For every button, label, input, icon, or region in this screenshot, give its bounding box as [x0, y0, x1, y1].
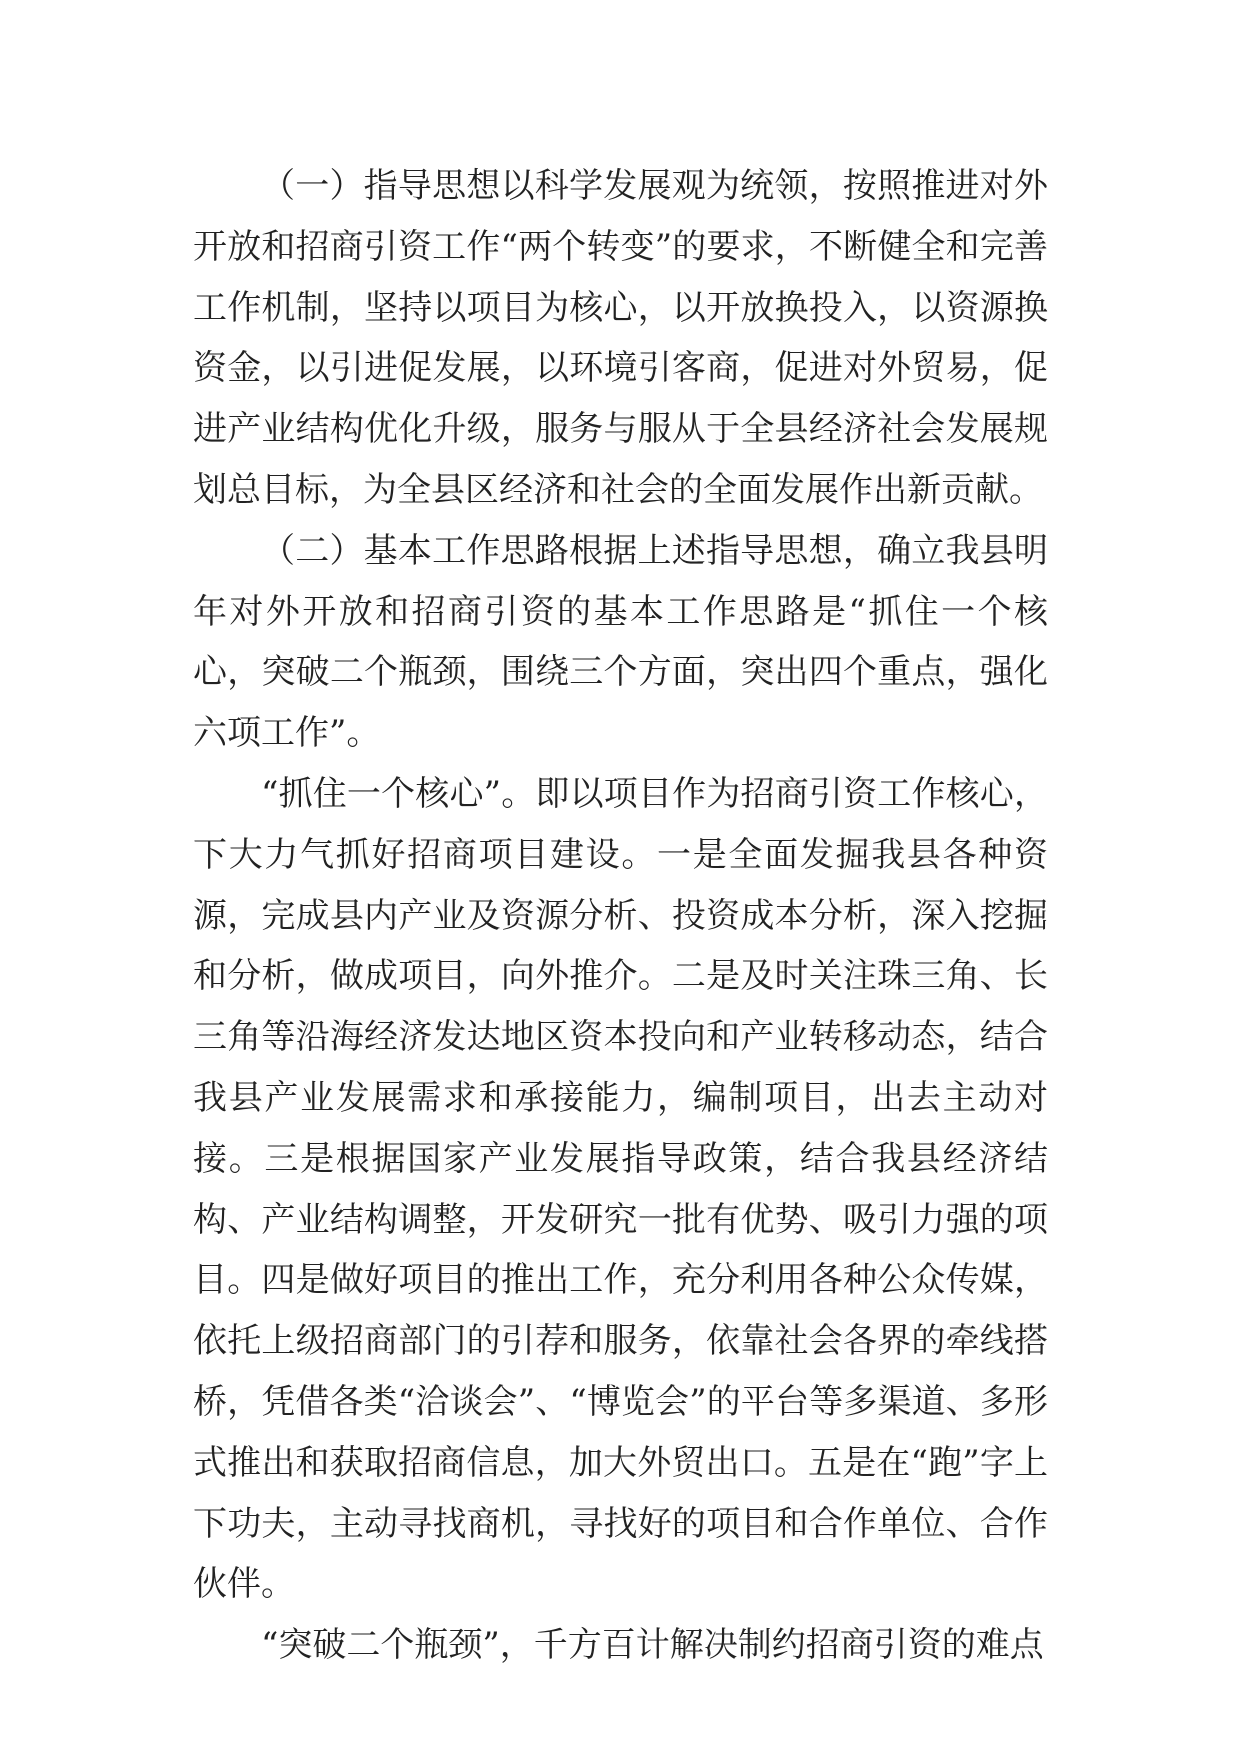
- paragraph-break-two-bottlenecks: “突破二个瓶颈”，千方百计解决制约招商引资的难点: [261, 1625, 1044, 1666]
- document-body: [193, 156, 1048, 1676]
- paragraph-guiding-ideology: （一）指导思想以科学发展观为统领，按照推进对外开放和招商引资工作“两个转变”的要求，不断健全和完善工作机制，坚持以项目为核心，以开放换投入，以资源换资金，以引进促发展，以环境引客商，促进对外贸易，促进产业结构优化升级，服务与服从于全县经济社会发展规划总目标，为全县区经济和社会的全面发展作出新贡献。: [193, 166, 1048, 510]
- paragraph-basic-work-approach: （二）基本工作思路根据上述指导思想，确立我县明年对外开放和招商引资的基本工作思路是“抓住一个核心，突破二个瓶颈，围绕三个方面，突出四个重点，强化六项工作”。: [193, 530, 1048, 754]
- paragraph-grasp-one-core: “抓住一个核心”。即以项目作为招商引资工作核心，下大力气抓好招商项目建设。一是全面发掘我县各种资源，完成县内产业及资源分析、投资成本分析，深入挖掘和分析，做成项目，向外推介。二是及时关注珠三角、长三角等沿海经济发达地区资本投向和产业转移动态，结合我县产业发展需求和承接能力，编制项目，出去主动对接。三是根据国家产业发展指导政策，结合我县经济结构、产业结构调整，开发研究一批有优势、吸引力强的项目。四是做好项目的推出工作，充分利用各种公众传媒，依托上级招商部门的引荐和服务，依靠社会各界的牵线搭桥，凭借各类“洽谈会”、“博览会”的平台等多渠道、多形式推出和获取招商信息，加大外贸出口。五是在“跑”字上下功夫，主动寻找商机，寻找好的项目和合作单位、合作伙伴。: [193, 773, 1048, 1605]
